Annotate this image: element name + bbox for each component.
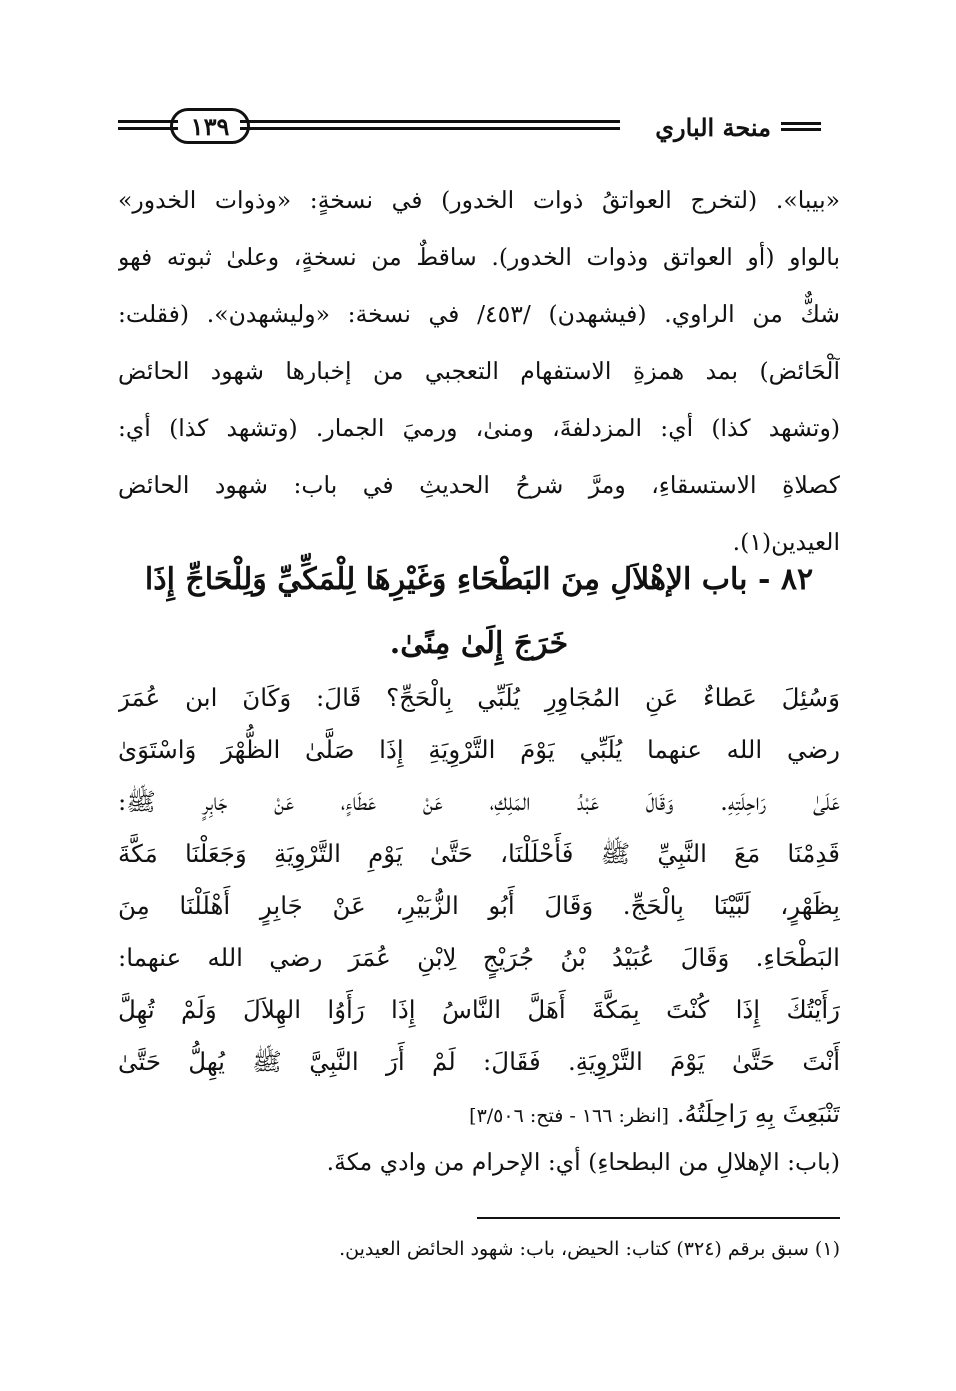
footnote: (١) سبق برقم (٣٢٤) كتاب: الحيض، باب: شهود الحائض العيدين. bbox=[339, 1238, 840, 1260]
hadith-line: رَأَيْتُكَ إِذَا كُنْتَ بِمَكَّةَ أَهَلَّ النَّاسُ إِذَا رَأَوُا الهِلاَلَ وَلَمْ تُهِلَّ bbox=[118, 995, 840, 1024]
page-number: ١٣٩ bbox=[170, 108, 250, 144]
header-ornament bbox=[781, 122, 821, 134]
hadith-text bbox=[118, 672, 840, 1140]
hadith-line: تَنْبَعِثَ بِهِ رَاحِلَتُهُ. bbox=[676, 1099, 840, 1128]
commentary-line: كصلاةِ الاستسقاءِ، ومرَّ شرحُ الحديثِ في باب: شهود الحائض bbox=[118, 471, 840, 499]
commentary-line: بالواو (أو العواتق وذوات الخدور). ساقطٌ من نسخةٍ، وعلىٰ ثبوته فهو bbox=[118, 243, 840, 271]
chapter-heading-line: خَرَجَ إِلَىٰ مِنًىٰ. bbox=[389, 626, 569, 661]
hadith-line: البَطْحَاءِ. وَقَالَ عُبَيْدُ بْنُ جُرَيْجٍ لِابْنِ عُمَرَ رضي الله عنهما: bbox=[118, 943, 840, 972]
cross-reference: [انظر: ١٦٦ - فتح: ٣/٥٠٦] bbox=[469, 1105, 669, 1127]
hadith-line: رضي الله عنهما يُلَبِّي يَوْمَ التَّرْوِيَةِ إِذَا صَلَّىٰ الظُّهْرَ وَاسْتَوَىٰ bbox=[118, 735, 840, 764]
hadith-line: وَسُئِلَ عَطاءٌ عَنِ المُجَاوِرِ يُلَبِّي بِالْحَجِّ؟ قَالَ: وَكَانَ ابن عُمَرَ bbox=[118, 683, 840, 712]
explanation-line: (باب: الإهلالِ من البطحاءِ) أي: الإحرام من وادي مكةَ. bbox=[326, 1148, 840, 1176]
hadith-last-line bbox=[118, 1088, 840, 1140]
commentary-line: «بيبا». (لتخرج العواتقُ ذوات الخدور) في نسخةٍ: «وذوات الخدور» bbox=[118, 186, 840, 214]
footnote-divider bbox=[477, 1217, 840, 1219]
hadith-line: قَدِمْنَا مَعَ النَّبِيِّ ﷺ فَأَحْلَلْنَا، حَتَّىٰ يَوْمِ التَّرْوِيَةِ وَجَعَلْنَا مَكَّةَ bbox=[118, 839, 840, 868]
chapter-explanation bbox=[118, 1134, 840, 1191]
commentary-line: شكٌّ من الراوي. (فيشهدن) /٤٥٣/ في نسخة: «وليشهدن». (فقلت: bbox=[118, 300, 840, 328]
header-rule-left bbox=[118, 120, 178, 134]
hadith-line: أَنْتَ حَتَّىٰ يَوْمَ التَّرْوِيَةِ. فَقَالَ: لَمْ أَرَ النَّبِيَّ ﷺ يُهِلُّ حَتَّىٰ bbox=[118, 1047, 840, 1076]
chapter-heading-line: ٨٢ - باب الإهْلاَلِ مِنَ البَطْحَاءِ وَغَيْرِهَا لِلْمَكِّيِّ وَلِلْحَاجِّ إِذَا bbox=[144, 562, 814, 597]
commentary-line: (وتشهد كذا) أي: المزدلفةَ، ومنىٰ، ورميَ الجمار. (وتشهد كذا) أي: bbox=[118, 414, 840, 442]
hadith-line: عَلَىٰ رَاحِلَتِهِ. وَقَالَ عَبْدُ المَلِكِ، عَنْ عَطَاءٍ، عَنْ جَابِرٍ ﷺ: bbox=[118, 787, 840, 816]
chapter-heading bbox=[118, 548, 840, 676]
commentary-line: العيدين(١). bbox=[732, 528, 840, 556]
header-rule bbox=[240, 120, 620, 134]
commentary-line: آلْحَائض) بمد همزةِ الاستفهام التعجبي من إخبارها شهود الحائض bbox=[118, 357, 840, 385]
commentary-paragraph bbox=[118, 172, 840, 571]
book-title: منحة الباري bbox=[655, 113, 771, 142]
hadith-line: بِظَهْرٍ، لَبَّيْنَا بِالْحَجِّ. وَقَالَ أَبُو الزُّبَيْرِ، عَنْ جَابِرٍ أَهْلَلْنَا مِنَ bbox=[118, 891, 840, 920]
